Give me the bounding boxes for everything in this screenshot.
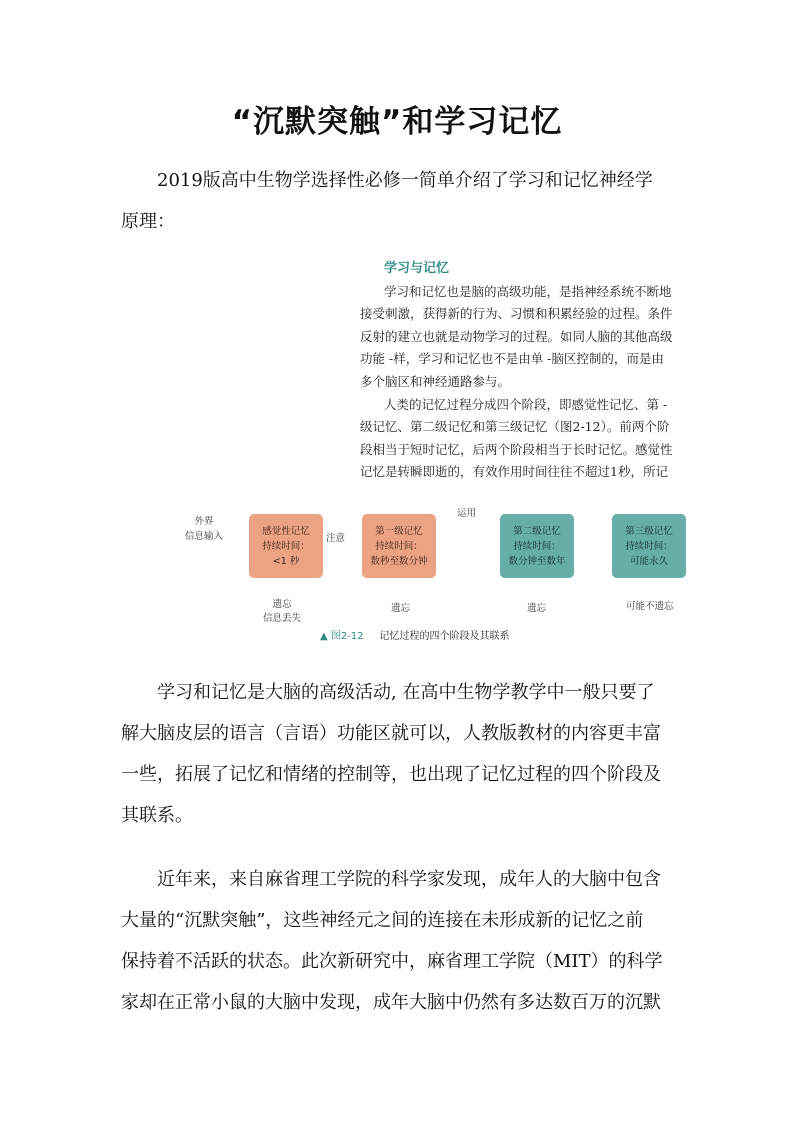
- page-title: “沉默突触”和学习记忆: [231, 104, 563, 140]
- body-paragraph-3: [121, 859, 681, 1023]
- paragraph-line: 大量的“沉默突触”，这些神经元之间的连接在未形成新的记忆之前: [121, 910, 644, 931]
- intro-line: 原理：: [121, 211, 175, 232]
- excerpt-line: 反射的建立也就是动物学习的过程。如同人脑的其他高级: [360, 328, 673, 344]
- attention-label: 注意: [326, 533, 346, 544]
- excerpt-line: 记忆是转瞬即逝的，有效作用时间往往不超过1秒，所记: [360, 464, 668, 480]
- paragraph-line: 保持着不活跃的状态。此次新研究中，麻省理工学院（MIT）的科学: [121, 951, 663, 972]
- use-label: 运用: [457, 508, 477, 519]
- figure-caption: [320, 627, 509, 642]
- forget-label: 遗忘 信息丢失: [263, 599, 302, 624]
- textbook-excerpt: [360, 258, 700, 484]
- excerpt-line: 功能 -样，学习和记忆也不是由单 -脑区控制的，而是由: [360, 351, 664, 367]
- excerpt-line: 级记忆、第二级记忆和第三级记忆（图2-12）。前两个阶: [360, 419, 670, 435]
- stage-box-sensory: 感觉性记忆 持续时间： <1 秒: [249, 514, 323, 578]
- no-forget-label: 可能不遗忘: [626, 601, 674, 612]
- stage-box-third: 第三级记忆 持续时间： 可能永久: [612, 514, 686, 578]
- input-label: 外界 信息输入: [185, 516, 224, 542]
- stage-box-second: 第二级记忆 持续时间： 数分钟至数年: [500, 514, 574, 578]
- paragraph-line: 其联系。: [121, 805, 193, 826]
- paragraph-line: 学习和记忆是大脑的高级活动, 在高中生物学教学中一般只要了: [157, 682, 655, 703]
- figure-number: ▲ 图2-12: [320, 631, 364, 642]
- paragraph-line: 一些，拓展了记忆和情绪的控制等，也出现了记忆过程的四个阶段及: [121, 764, 661, 785]
- intro-line: 2019版高中生物学选择性必修一简单介绍了学习和记忆神经学: [157, 170, 653, 191]
- excerpt-line: 多个脑区和神经通路参与。: [360, 373, 511, 389]
- body-paragraph-2: [121, 672, 681, 836]
- paragraph-line: 解大脑皮层的语言（言语）功能区就可以，人教版教材的内容更丰富: [121, 723, 661, 744]
- excerpt-line: 人类的记忆过程分成四个阶段，即感觉性记忆、第 -: [384, 396, 668, 412]
- excerpt-heading: 学习与记忆: [384, 261, 450, 276]
- memory-stages-diagram: [185, 500, 705, 645]
- intro-paragraph: [121, 160, 681, 242]
- paragraph-line: 家却在正常小鼠的大脑中发现，成年大脑中仍然有多达数百万的沉默: [121, 992, 661, 1013]
- excerpt-line: 接受刺激，获得新的行为、习惯和积累经验的过程。条件: [360, 306, 673, 322]
- forget-label: 遗忘: [391, 603, 411, 614]
- stage-box-first: 第一级记忆 持续时间： 数秒至数分钟: [362, 514, 436, 578]
- paragraph-line: 近年来，来自麻省理工学院的科学家发现，成年人的大脑中包含: [157, 869, 661, 890]
- figure-caption-text: 记忆过程的四个阶段及其联系: [379, 631, 510, 642]
- excerpt-line: 段相当于短时记忆，后两个阶段相当于长时记忆。感觉性: [360, 441, 673, 457]
- excerpt-line: 学习和记忆也是脑的高级功能，是指神经系统不断地: [384, 283, 672, 299]
- forget-label: 遗忘: [527, 603, 547, 614]
